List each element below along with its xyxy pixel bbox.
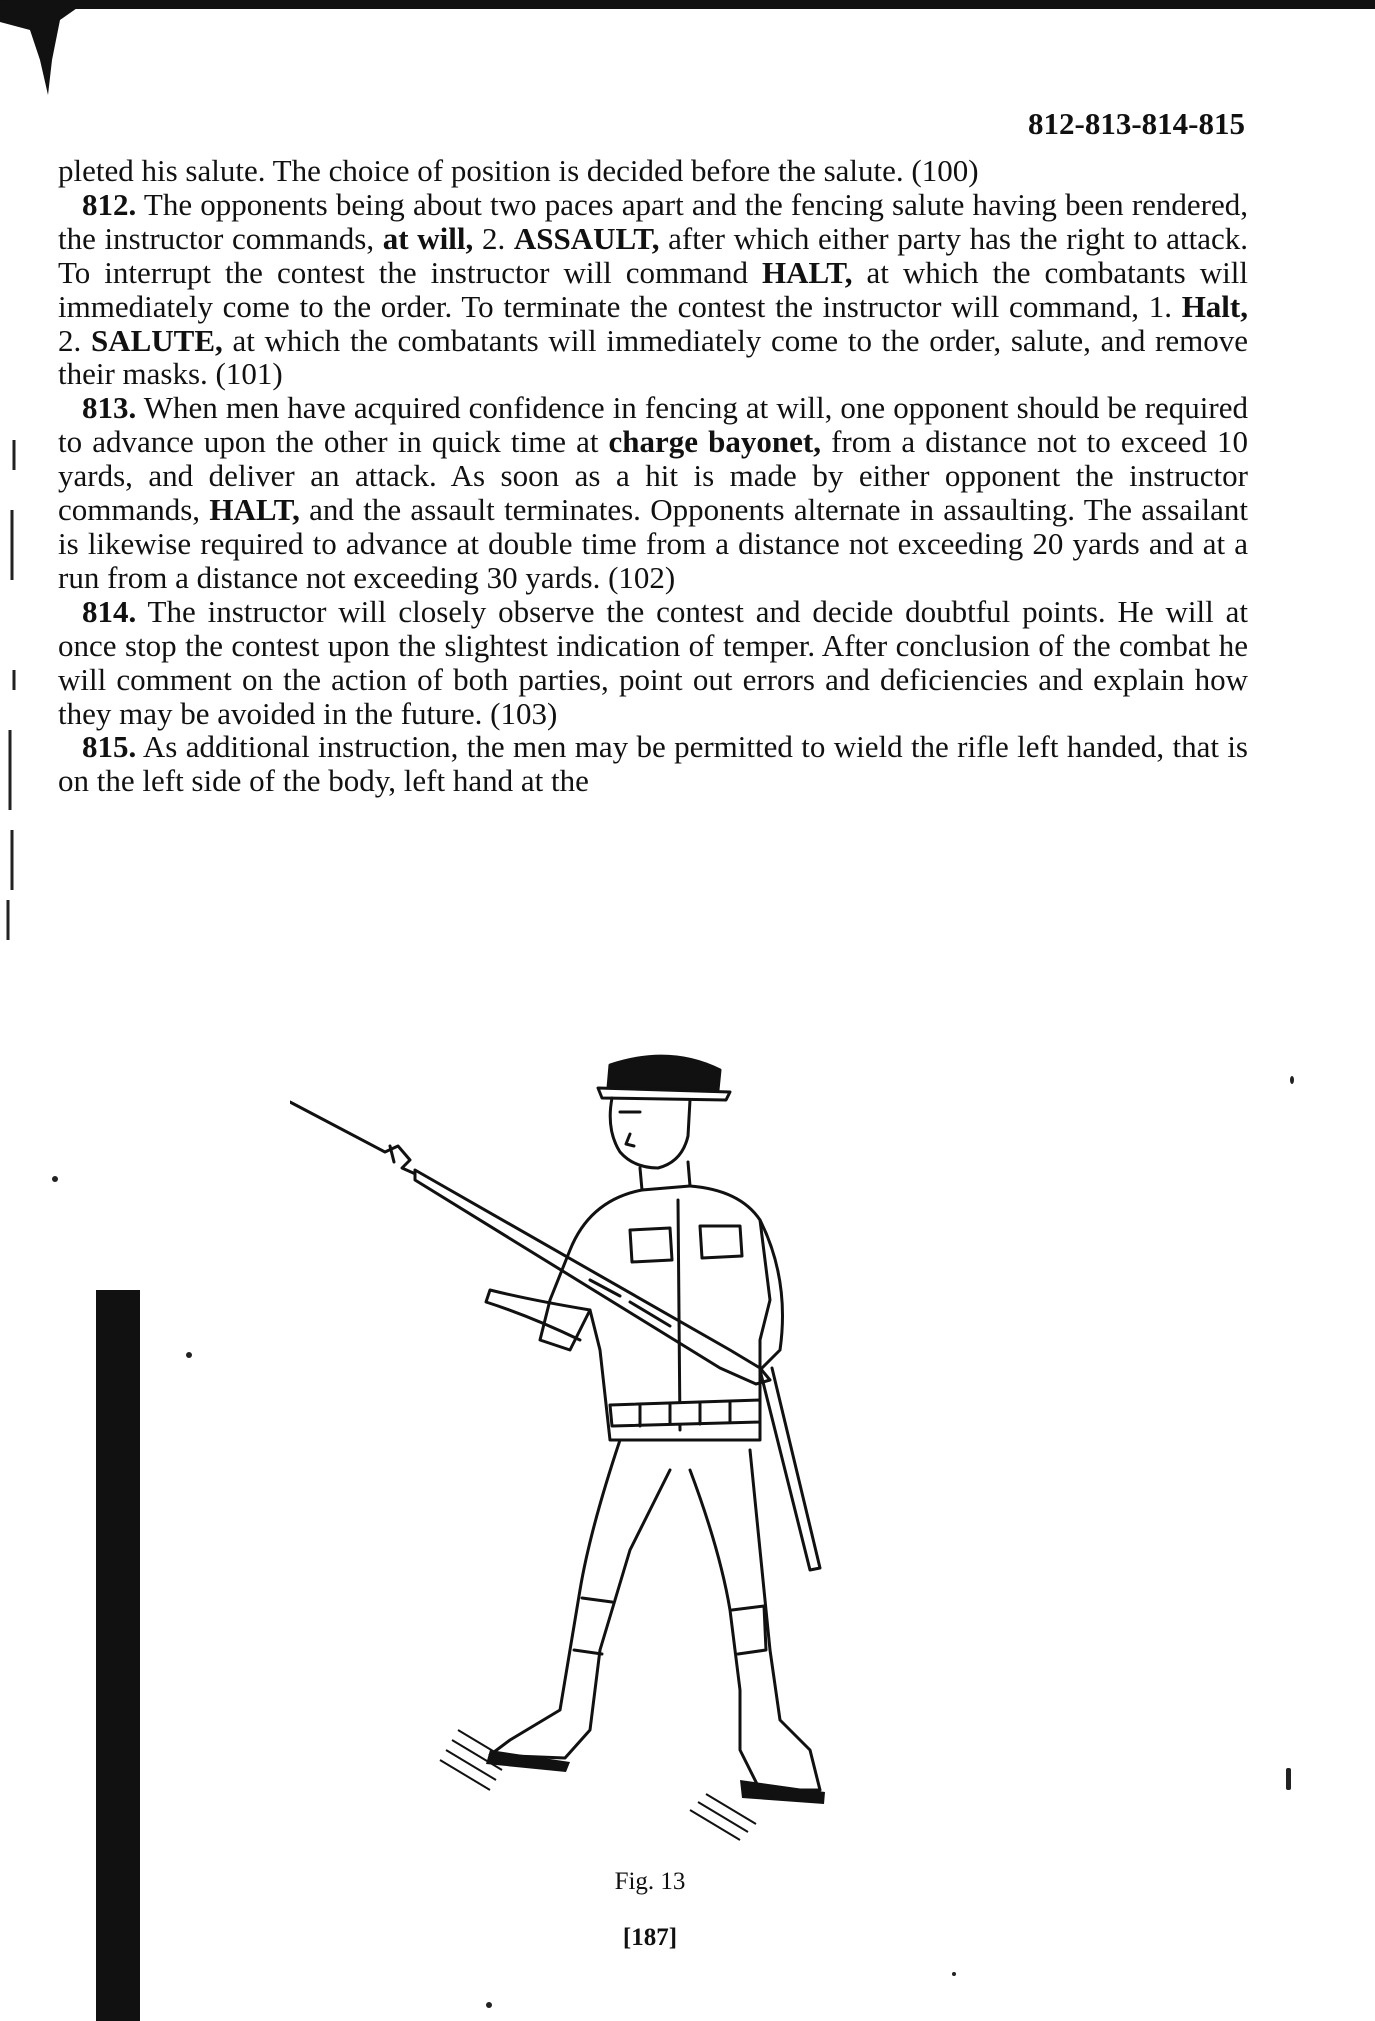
- scan-speck: [486, 2002, 492, 2008]
- corner-scan-mark: [0, 0, 90, 110]
- body-text: [58, 154, 1248, 798]
- paragraph-number: 812.: [82, 186, 137, 222]
- scan-speck: [952, 1972, 956, 1976]
- paragraph-813: 813. When men have acquired confidence in fencing at will, one opponent should be required to advance upon the other in quick time at charge bayonet, from a distance not to exceed 10 yards, and deliver an attack. As soon as a hit is made by either opponent the instructor commands, HALT, and the assault terminates. Opponents alternate in assaulting. The assailant is likewise required to advance at double time from a distance not exceeding 20 yards and at a run from a distance not exceeding 30 yards. (102): [58, 390, 1249, 595]
- paragraph-815: 815. As additional instruction, the men may be permitted to wield the rifle left handed, that is on the left side of the body, left hand at the: [58, 729, 1248, 799]
- page-number: [187]: [622, 1924, 678, 1951]
- scan-speck: [186, 1352, 192, 1358]
- paragraph-812: 812. The opponents being about two paces apart and the fencing salute having been rendered, the instructor commands, at will, 2. ASSAULT, after which either party has the right to attack. To interrupt the contest the instructor will command HALT, at which the combatants will immediately come to the order. To terminate the contest the instructor will command, 1. Halt, 2. SALUTE, at which the combatants will immediately come to the order, salute, and remove their masks. (101): [58, 186, 1248, 392]
- section-range-header: 812-813-814-815: [1028, 106, 1245, 141]
- soldier-charge-bayonet-illustration: [290, 1050, 1010, 1850]
- left-edge-shadow: [96, 1290, 140, 2021]
- figure-caption: Fig. 13: [614, 1868, 686, 1895]
- left-margin-ticks: [0, 430, 40, 950]
- paragraph-number: 814.: [82, 593, 137, 629]
- paragraph-814: 814. The instructor will closely observe the contest and decide doubtful points. He will at once stop the contest upon the slightest indication of temper. After conclusion of the combat he will comment on the action of both parties, point out errors and deficiencies and explain how they may be avoided in the future. (103): [58, 593, 1248, 731]
- scan-speck: [1286, 1768, 1291, 1790]
- scan-speck: [52, 1176, 58, 1182]
- scan-speck: [1290, 1076, 1294, 1084]
- paragraph-continuation: pleted his salute. The choice of position is decided before the salute. (100): [58, 153, 979, 188]
- top-scan-rule: [0, 0, 1375, 9]
- paragraph-number: 813.: [82, 390, 137, 426]
- paragraph-number: 815.: [82, 729, 137, 765]
